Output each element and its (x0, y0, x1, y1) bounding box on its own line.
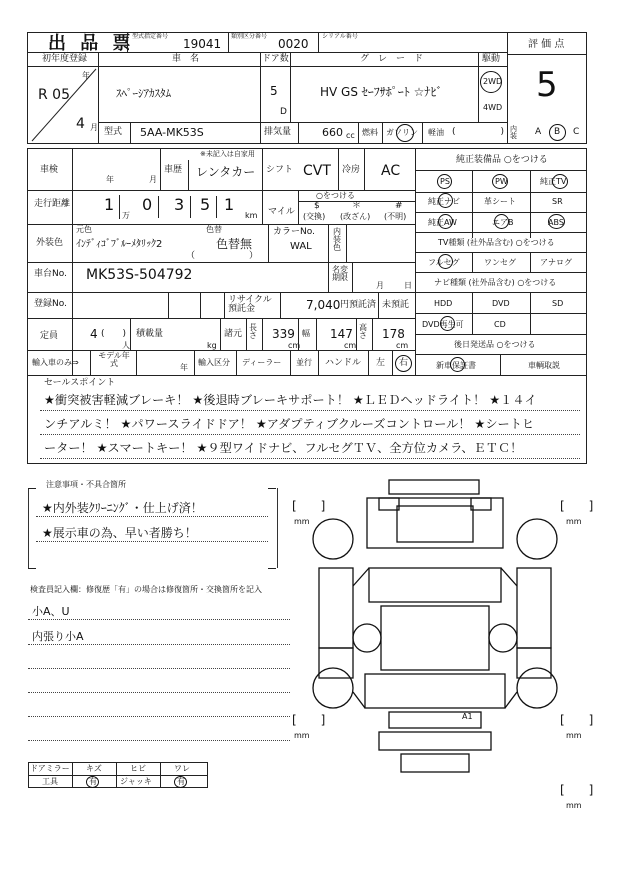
later-title: 後日発送品 ○をつける (454, 340, 536, 349)
later-warranty: 新車保証書 (436, 361, 476, 370)
legend-h4: ワレ (174, 764, 190, 773)
drive-2wd-circle (480, 71, 502, 93)
grade-label: グ レ ー ド (360, 54, 424, 64)
interior-grade-c: C (573, 127, 580, 137)
navi-dvd-play: DVD再生可 (422, 320, 464, 329)
equip-pw: PW (495, 177, 508, 186)
equip-ps: PS (440, 177, 450, 186)
dims-label: 諸元 (224, 329, 243, 339)
mileage-digit-5: 1 (224, 195, 235, 214)
inspection-month: 月 (149, 175, 157, 184)
tv-fullseg-circle (438, 254, 453, 269)
door-type: D (280, 107, 287, 117)
chassis-value: MK53S-504792 (86, 267, 193, 283)
color-no-value: WAL (290, 241, 312, 252)
mileage-km: km (245, 211, 258, 220)
mm-bottom-right: mm (566, 731, 582, 740)
displacement-label: 排気量 (264, 127, 292, 137)
tv-oneseg: ワンセグ (484, 258, 516, 267)
ac-label: 冷房 (342, 165, 361, 175)
load-label: 積載量 (136, 329, 164, 339)
legend-c2-circle (86, 776, 99, 788)
model-value: 5AA-MK53S (140, 126, 204, 139)
height-value: 178 (382, 327, 405, 341)
first-reg-label: 初年度登録 (42, 54, 88, 64)
car-diagram (285, 476, 585, 806)
handle-label: ハンドル (325, 358, 362, 368)
tv-title: TV種類 (社外品含む) ○をつける (438, 238, 555, 247)
mileage-unit-label: マイル (268, 207, 295, 217)
mileage-note: ○をつける (316, 191, 355, 200)
navi-hdd: HDD (434, 299, 453, 308)
first-reg-month: 4 (76, 116, 85, 132)
handle-right-circle (395, 355, 412, 372)
equip-aw: 純正AW (428, 218, 457, 227)
model-year-unit: 年 (180, 363, 188, 372)
inspector-line-2: 内張り小A (32, 630, 84, 643)
length-value: 339 (272, 327, 295, 341)
repaint-label: 色替 (206, 225, 222, 234)
mileage-digit-3: 3 (174, 195, 185, 214)
equip-airbag-circle (494, 214, 509, 229)
category-value: 0020 (278, 37, 309, 51)
displacement-unit: cc (346, 131, 355, 140)
later-warranty-circle (450, 357, 465, 372)
equip-title: 純正装備品 ○をつける (456, 155, 548, 165)
notes-line-2: ★展示車の為、早い者勝ち！ (42, 526, 197, 540)
handle-right: 右 (399, 358, 409, 368)
model-label: 型式 (104, 127, 123, 137)
rating-label: 評 価 点 (528, 39, 565, 50)
color-label: 外装色 (36, 238, 64, 248)
original-color-value: ｲﾝﾃﾞｨｺﾞﾌﾞﾙｰﾒﾀﾘｯｸ2 (76, 239, 163, 250)
history-note: ※未記入は自家用 (200, 150, 255, 158)
drive-label: 駆動 (482, 54, 501, 64)
import-type-dealer: ディーラー (242, 358, 282, 367)
width-label: 幅 (302, 329, 310, 338)
interior-grade-a: A (535, 127, 542, 137)
a1-mark: A1 (462, 712, 473, 721)
mm-top-left: mm (294, 517, 310, 526)
chassis-label: 車台No. (34, 269, 67, 279)
width-value: 147 (330, 327, 353, 341)
equip-ps-circle (437, 174, 452, 189)
mm-bottom-center: mm (566, 801, 582, 810)
drive-4wd: 4WD (483, 103, 503, 112)
sales-line-3: ーター！ ★スマートキー！ ★９型ワイドナビ、フルセグＴＶ、全方位カメラ、ＥＴＣ！ (44, 441, 523, 455)
ac-value: AC (381, 163, 401, 179)
name-change-label: 名変期限 (332, 265, 348, 282)
doors-value: 5 (270, 84, 278, 98)
length-unit: cm (288, 341, 301, 350)
interior-grade-b-circle (549, 124, 566, 141)
legend-h2: キズ (86, 764, 102, 773)
car-name-label: 車 名 (172, 54, 200, 64)
mileage-opt-2-text: (改ざん) (340, 212, 371, 221)
mm-top-right: mm (566, 517, 582, 526)
legend-c2: 有 (89, 777, 97, 786)
mileage-digit-2: 0 (142, 195, 153, 214)
inspection-label: 車検 (40, 165, 59, 175)
fuel-light: 軽油 (428, 128, 444, 137)
serial-label: シリアル番号 (322, 33, 358, 40)
legend-h1: ドアミラー (30, 764, 70, 773)
category-label: 類別区分番号 (231, 33, 268, 40)
month-unit: 月 (90, 123, 98, 132)
mileage-opt-1-text: (交換) (303, 212, 326, 221)
doors-label: ドア数 (262, 54, 289, 64)
bracket-bottom-center: [ ] (560, 783, 594, 797)
mm-bottom-left: mm (294, 731, 310, 740)
navi-dvd-play-circle (440, 316, 455, 331)
mileage-opt-1-sym: $ (314, 201, 320, 211)
type-code-label: 型式指定番号 (132, 33, 169, 40)
shift-value: CVT (303, 163, 331, 179)
equip-airbag: エアB (492, 218, 514, 227)
capacity-paren: ( ) (101, 329, 127, 339)
shift-label: シフト (266, 165, 294, 175)
notes-line-1: ★内外装ｸﾘｰﾆﾝｸﾞ・仕上げ済！ (42, 501, 203, 515)
equip-tv-circle (552, 174, 568, 189)
sales-label: セールスポイント (44, 378, 116, 388)
first-reg-era: R 05 (38, 87, 70, 103)
grade-value: HV GS ｾｰﾌｻﾎﾟｰﾄ ☆ﾅﾋﾞ (320, 85, 443, 99)
legend-c1: 工具 (42, 777, 58, 786)
sales-line-2: ンチアルミ！ ★パワースライドドア！ ★アダプティブクルーズコントロール！ ★シートヒ (44, 417, 535, 431)
equip-abs: ABS (548, 218, 564, 227)
mileage-opt-3-sym: # (395, 201, 403, 211)
navi-cd: CD (494, 320, 506, 329)
equip-pw-circle (492, 174, 508, 189)
navi-dvd: DVD (492, 299, 510, 308)
legend-h3: ヒビ (130, 764, 146, 773)
year-unit: 年 (82, 71, 90, 80)
legend-c3: ジャッキ (120, 777, 152, 786)
inspector-label: 検査員記入欄：修復歴「有」の場合は修復箇所・交換箇所を記入 (30, 585, 262, 594)
equip-aw-circle (438, 214, 453, 229)
reg-no-label: 登録No. (34, 299, 67, 309)
recycle-value: 7,040 (306, 298, 341, 312)
interior-color-label: 内装色 (333, 227, 341, 252)
recycle-unit: 円預託済 (340, 300, 377, 310)
interior-label: 内装 (510, 125, 517, 140)
not-deposited: 未預託 (382, 300, 410, 310)
displacement-value: 660 (322, 126, 343, 139)
original-color-label: 元色 (76, 225, 92, 234)
repaint-paren: （ ） (186, 251, 259, 261)
width-unit: cm (344, 341, 357, 350)
legend-c4: 有 (177, 777, 185, 786)
history-value: レンタカー (196, 165, 256, 179)
height-unit: cm (396, 341, 409, 350)
first-reg-diagonal (28, 67, 98, 143)
mileage-opt-3-text: (不明) (384, 212, 407, 221)
history-label: 車歴 (164, 165, 183, 175)
bracket-bottom-left: [ ] (292, 713, 326, 727)
import-type-parallel: 並行 (296, 358, 312, 367)
load-unit: kg (207, 341, 217, 350)
capacity-value: 4 (90, 327, 98, 341)
mileage-label: 走行距離 (34, 199, 71, 209)
tv-fullseg: フルセグ (428, 258, 460, 267)
fuel-label: 燃料 (362, 128, 378, 137)
capacity-unit: 人 (122, 341, 130, 350)
interior-grade-b: B (554, 127, 561, 137)
model-year-label: モデル年式 (98, 351, 130, 368)
navi-sd: SD (552, 299, 564, 308)
later-manual: 車輌取説 (528, 361, 560, 370)
bracket-top-left: [ ] (292, 499, 326, 513)
mileage-opt-2-sym: ＊ (352, 201, 362, 211)
rating-value: 5 (536, 65, 558, 105)
navi-title: ナビ種類 (社外品含む) ○をつける (434, 278, 557, 287)
color-no-label: カラーNo. (273, 227, 315, 237)
equip-leather: 革シート (484, 197, 516, 206)
equip-abs-circle (548, 214, 565, 229)
type-code-value: 19041 (183, 37, 222, 51)
equip-navi-circle (438, 193, 453, 208)
import-label: 輸入車のみ⇒ (32, 358, 79, 367)
height-label: 高さ (359, 323, 367, 340)
name-change-day: 日 (404, 281, 412, 290)
mileage-man: 万 (122, 211, 130, 220)
equip-navi: 純正ナビ (428, 197, 460, 206)
tv-analog: アナログ (540, 258, 572, 267)
bracket-top-right: [ ] (560, 499, 594, 513)
length-label: 長さ (249, 323, 257, 340)
inspection-year: 年 (106, 175, 114, 184)
fuel-gas-circle (396, 124, 414, 142)
mileage-digit-1: 1 (104, 195, 115, 214)
equip-tv: 純正TV (540, 177, 567, 186)
import-type-label: 輸入区分 (198, 358, 230, 367)
fuel-gas: ガソリン (386, 128, 418, 137)
sheet-title: 出 品 票 (48, 33, 135, 54)
capacity-label: 定員 (40, 331, 59, 341)
handle-left: 左 (376, 358, 386, 368)
recycle-label: リサイクル預託金 (228, 295, 272, 314)
inspector-line-1: 小A、U (32, 605, 70, 618)
mileage-digit-4: 5 (200, 195, 211, 214)
sales-line-1: ★衝突被害軽減ブレーキ！ ★後退時ブレーキサポート！ ★ＬＥＤヘッドライト！ ★１４イ (44, 393, 537, 407)
name-change-month: 月 (376, 281, 384, 290)
equip-sr: SR (552, 197, 563, 206)
bracket-bottom-right: [ ] (560, 713, 594, 727)
repaint-value: 色替無 (216, 237, 253, 251)
legend-c4-circle (174, 776, 187, 788)
car-name-value: ｽﾍﾟｰｼｱｶｽﾀﾑ (116, 87, 171, 100)
notes-label: 注意事項・不具合箇所 (46, 480, 126, 489)
drive-2wd: 2WD (483, 77, 503, 86)
fuel-paren: ( ) (452, 127, 505, 137)
